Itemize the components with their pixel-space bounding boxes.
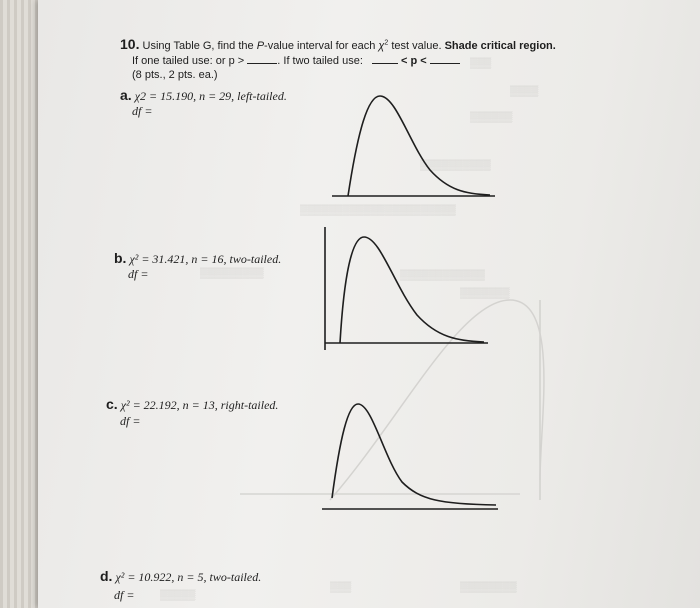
bleed-through-mark: ▒▒▒▒▒▒▒▒: [460, 582, 517, 593]
instruction-mid: -value interval for each: [264, 40, 376, 52]
problem-c-df[interactable]: df =: [120, 414, 141, 428]
problem-a-stat: χ2 = 15.190, n = 29, left-tailed.: [134, 89, 287, 103]
question-number: 10.: [120, 36, 140, 52]
problem-b-df[interactable]: df =: [128, 267, 149, 281]
bleed-through-mark: ▒▒▒▒▒: [160, 590, 196, 601]
points-note: (8 pts., 2 pts. ea.): [132, 69, 218, 81]
graph-a-curve: [348, 96, 490, 196]
graph-b-curve: [340, 237, 484, 343]
problem-b-graph[interactable]: [322, 225, 492, 353]
chi-symbol: χ: [378, 40, 385, 52]
question-header-line2: [132, 54, 460, 67]
bleed-through-mark: ▒▒▒: [330, 582, 352, 593]
one-tailed-blank[interactable]: [247, 54, 277, 64]
problem-d-df[interactable]: df =: [114, 588, 135, 602]
problem-b-statement: [114, 250, 281, 267]
problem-b-stat: χ² = 31.421, n = 16, two-tailed.: [129, 252, 282, 266]
problem-d-letter: d.: [100, 568, 113, 584]
bleed-through-mark: ▒▒▒: [470, 58, 492, 69]
problem-c-letter: c.: [106, 396, 118, 412]
bleed-through-mark: ▒▒▒▒▒▒▒▒▒: [200, 268, 264, 279]
two-tailed-upper-blank[interactable]: [430, 54, 460, 64]
instruction-test-value: test value.: [391, 40, 442, 52]
bleed-through-mark: ▒▒▒▒▒▒▒▒▒▒▒▒▒▒▒▒▒▒▒▒▒▒: [300, 205, 456, 216]
instruction-intro: Using Table G, find the: [142, 40, 254, 52]
bleed-through-mark: ▒▒▒▒: [510, 86, 539, 97]
problem-c-stat: χ² = 22.192, n = 13, right-tailed.: [120, 398, 279, 412]
bleed-through-mark: ▒▒▒▒▒▒▒▒▒▒▒▒: [400, 270, 486, 281]
bleed-through-mark: ▒▒▒▒▒▒▒: [460, 288, 510, 299]
two-tailed-lower-blank[interactable]: [372, 54, 398, 64]
problem-d-stat: χ² = 10.922, n = 5, two-tailed.: [115, 570, 262, 584]
bleed-through-mark: ▒▒▒▒▒▒: [470, 112, 513, 123]
one-tailed-instruction: If one tailed use: or p >: [132, 55, 245, 67]
problem-a-letter: a.: [120, 87, 132, 103]
problem-d-statement: [100, 568, 261, 585]
shade-instruction: Shade critical region.: [444, 40, 556, 52]
p-symbol: P: [256, 40, 265, 52]
two-tailed-instruction: . If two tailed use:: [277, 55, 363, 67]
chi-exponent: 2: [384, 39, 389, 47]
problem-c-graph[interactable]: [320, 398, 500, 513]
problem-a-graph[interactable]: [330, 90, 500, 200]
problem-a-df[interactable]: df =: [132, 104, 153, 118]
problem-a-statement: [120, 87, 287, 104]
bleed-through-mark: ▒▒▒▒▒▒▒▒▒▒: [420, 160, 491, 171]
problem-b-letter: b.: [114, 250, 127, 266]
graph-c-curve: [332, 404, 496, 505]
question-header-line1: [120, 36, 556, 52]
problem-c-statement: [106, 396, 278, 413]
two-tailed-inequality: < p <: [401, 55, 427, 67]
